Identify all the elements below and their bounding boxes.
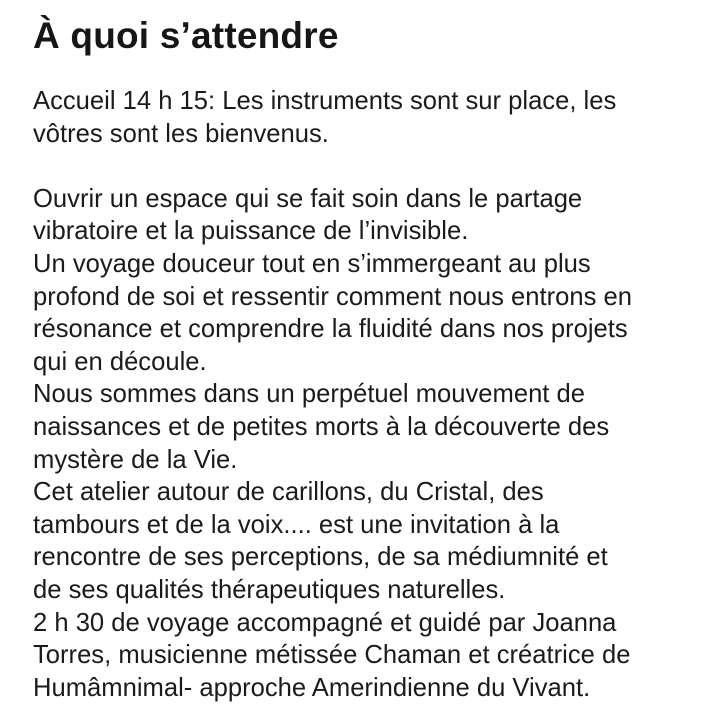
description-text <box>33 85 696 704</box>
text-line: naissances et de petites morts à la découverte des <box>33 412 610 441</box>
text-line: de ses qualités thérapeutiques naturelles. <box>33 575 506 604</box>
text-line: tambours et de la voix.... est une invitation à la <box>33 510 560 539</box>
text-line: Nous sommes dans un perpétuel mouvement de <box>33 380 585 409</box>
text-line: vôtres sont les bienvenus. <box>33 119 329 148</box>
text-line: mystère de la Vie. <box>33 445 238 474</box>
text-line: profond de soi et ressentir comment nous entrons en <box>33 282 632 311</box>
text-line: vibratoire et la puissance de l’invisible. <box>33 217 469 246</box>
text-line: Accueil 14 h 15: Les instruments sont sur place, les <box>33 87 617 115</box>
text-line: Humâmnimal- approche Amerindienne du Vivant. <box>33 673 591 702</box>
page-title: À quoi s’attendre <box>33 15 339 56</box>
text-line: Un voyage douceur tout en s’immergeant au plus <box>33 249 591 278</box>
text-line: 2 h 30 de voyage accompagné et guidé par Joanna <box>33 608 617 637</box>
text-line: Ouvrir un espace qui se fait soin dans le partage <box>33 184 583 213</box>
paragraph-spacer <box>33 150 696 183</box>
text-line: résonance et comprendre la fluidité dans nos projets <box>33 315 628 344</box>
text-line: qui en découle. <box>33 347 207 376</box>
text-line: Cet atelier autour de carillons, du Cristal, des <box>33 478 544 507</box>
text-line: rencontre de ses perceptions, de sa médiumnité et <box>33 543 608 572</box>
text-line: Torres, musicienne métissée Chaman et créatrice de <box>33 641 631 670</box>
